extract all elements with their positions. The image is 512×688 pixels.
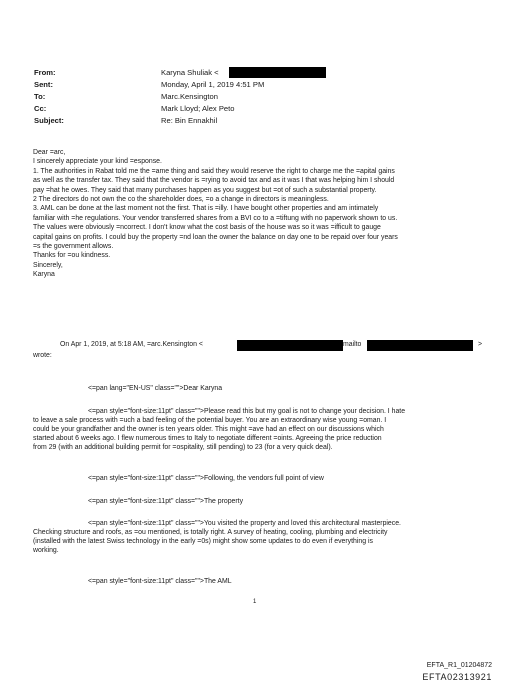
reply-line: Sincerely, bbox=[33, 261, 63, 269]
reply-line: 1. The authorities in Rabat told me the =ame thing and said they would reserve the right to charge me the =apital gains bbox=[33, 167, 395, 175]
quoted-intro-close: > bbox=[478, 341, 483, 348]
reply-line: Dear =arc, bbox=[33, 149, 66, 156]
quoted-line: Checking structure and roofs, as =ou mentioned, is totally right. A survey of heating, cooling, plumbing and electricity bbox=[33, 529, 388, 536]
quoted-line: <=pan style="font-size:11pt" class="">Following, the vendors full point of view bbox=[88, 475, 324, 482]
reply-line: 2 The directors do not own the co the shareholder does, =o a change in directors is meaningless. bbox=[33, 196, 329, 204]
doc-id-2: EFTA02313921 bbox=[422, 672, 492, 682]
from-label: From: bbox=[34, 68, 56, 77]
from-value: Karyna Shuliak < bbox=[161, 68, 219, 77]
reply-line: =s the government allows. bbox=[33, 243, 114, 251]
quoted-line: <=pan style="font-size:11pt" class="">You visited the property and loved this architectural masterpiece. bbox=[88, 520, 401, 527]
quoted-line: started about 6 weeks ago. I flew numerous times to Italy to negotiate different =oints. Agreeing the price reduction bbox=[33, 435, 382, 442]
quoted-mailto: mailto bbox=[343, 341, 362, 348]
quoted-line: could be your grandfather and the owner is ten years older. This might =ave had an effect on our discussions which bbox=[33, 426, 384, 433]
reply-line: familiar with =he regulations. Your vendor transferred shares from a BVI co to a =tiftung with no paperwork shown to us. bbox=[33, 214, 398, 222]
reply-line: capital gains on profits. I could buy the property =nd loan the owner the balance on day one to be repaid over four years bbox=[33, 233, 398, 241]
subject-label: Subject: bbox=[34, 116, 64, 125]
reply-line: I sincerely appreciate your kind =esponse. bbox=[33, 158, 162, 166]
reply-line: pay =hat he owes. They said that many purchases happen as you suggest but =ot of such a substantial property. bbox=[33, 186, 377, 194]
quoted-line: from 29 (with an additional building permit for =ospitality, still pending) to 23 (for a very quick deal). bbox=[33, 444, 333, 451]
reply-line: as well as the transfer tax. They said that the vendor is =rying to avoid tax and as it was I that was helping him I should bbox=[33, 177, 395, 185]
page-number: 1 bbox=[253, 599, 257, 605]
quoted-wrote: wrote: bbox=[33, 352, 52, 359]
doc-id-1: EFTA_R1_01204872 bbox=[426, 662, 492, 669]
quoted-line: <=pan style="font-size:11pt" class="">The property bbox=[88, 498, 244, 505]
reply-line: Karyna bbox=[33, 271, 55, 279]
reply-line: 3. AML can be done at the last moment not the first. That is =illy. I have bought other properties and am intimately bbox=[33, 205, 379, 213]
reply-line: The values were obviously =ncorrect. I don't know what the cost basis of the house was so it was =ifficult to gauge bbox=[33, 224, 381, 232]
sent-label: Sent: bbox=[34, 80, 53, 89]
redaction-sender-email bbox=[237, 340, 343, 351]
quoted-line: <=pan style="font-size:11pt" class="">The AML bbox=[88, 578, 232, 585]
quoted-intro: On Apr 1, 2019, at 5:18 AM, =arc.Kensington < bbox=[60, 341, 203, 348]
reply-line: Thanks for =ou kindness. bbox=[33, 252, 111, 260]
sent-value: Monday, April 1, 2019 4:51 PM bbox=[161, 80, 265, 89]
cc-label: Cc: bbox=[34, 104, 47, 113]
quoted-line: <=pan style="font-size:11pt" class="">Please read this but my goal is not to change your decision. I hate bbox=[88, 408, 406, 415]
quoted-line: working. bbox=[33, 547, 59, 554]
redaction-mailto bbox=[367, 340, 473, 351]
quoted-line: to leave a sale process with =uch a bad feeling of the potential buyer. You are an extraordinary wise young =oman. I bbox=[33, 417, 387, 424]
to-value: Marc.Kensington bbox=[161, 92, 218, 101]
quoted-greeting: <=pan lang="EN-US" class="">Dear Karyna bbox=[88, 385, 223, 392]
cc-value: Mark Lloyd; Alex Peto bbox=[161, 104, 235, 113]
quoted-line: (installed with the latest Swiss technology in the early =0s) might show some updates to do even if everything is bbox=[33, 538, 373, 545]
redaction-from-email bbox=[229, 67, 326, 78]
to-label: To: bbox=[34, 92, 46, 101]
subject-value: Re: Bin Ennakhil bbox=[161, 116, 218, 125]
reply-body bbox=[33, 148, 485, 280]
